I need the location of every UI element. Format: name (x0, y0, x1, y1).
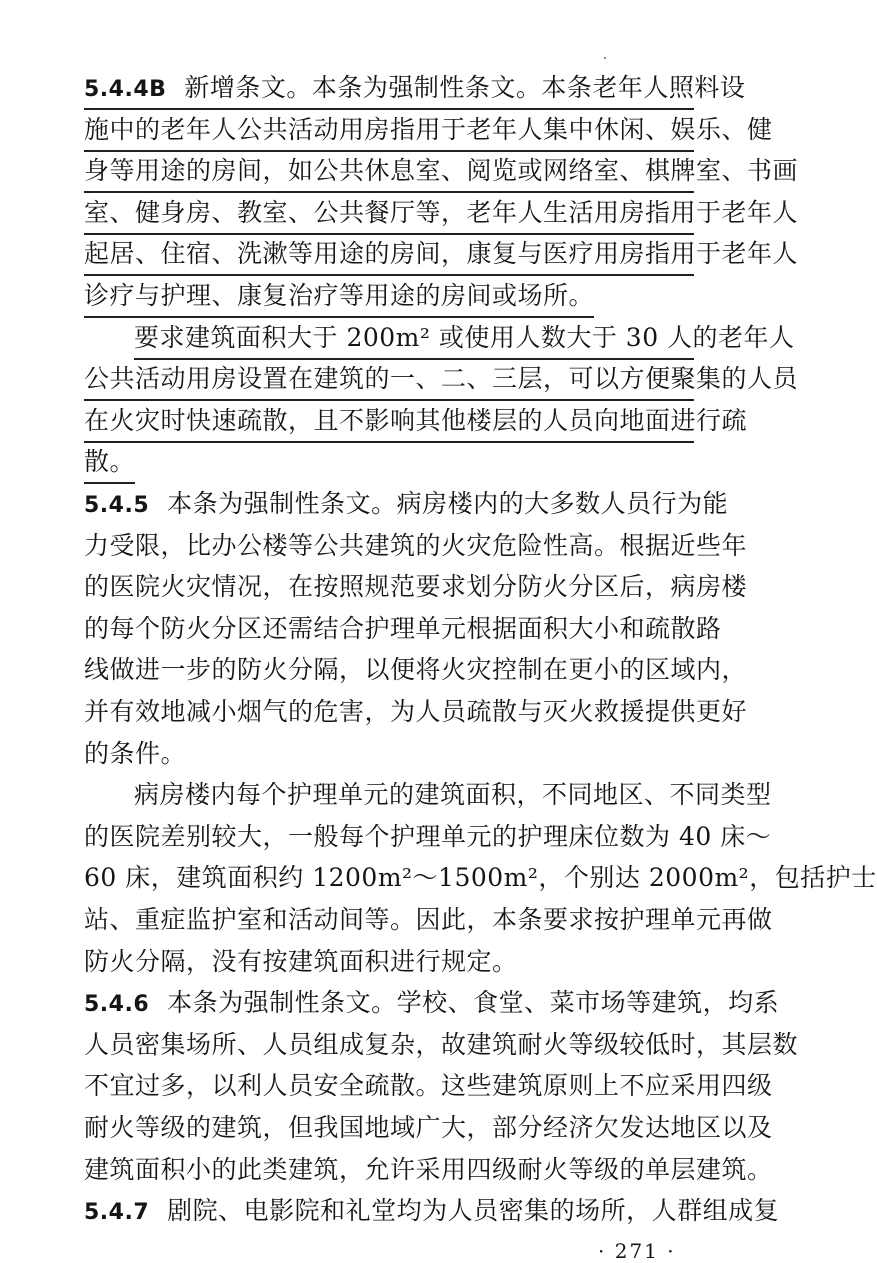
clause-5-4-4b-line-4: 室、健身房、教室、公共餐厅等，老年人生活用房指用于老年人 (84, 193, 694, 235)
clause-5-4-4b-line-1: 5.4.4B 新增条文。本条为强制性条文。本条老年人照料设 (84, 68, 694, 110)
clause-5-4-5-para2-line-4: 站、重症监护室和活动间等。因此，本条要求按护理单元再做 (84, 905, 773, 934)
clause-5-4-5-line-5: 线做进一步的防火分隔，以便将火灾控制在更小的区域内， (84, 655, 748, 685)
clause-5-4-5-para2-line-3: 60 床，建筑面积约 1200m²～1500m²，个别达 2000m²，包括护士 (84, 863, 877, 893)
clause-5-4-5-line-1: 5.4.5 本条为强制性条文。病房楼内的大多数人员行为能 (84, 489, 729, 518)
clause-5-4-4b-para2-line-2: 公共活动用房设置在建筑的一、二、三层，可以方便聚集的人员 (84, 359, 694, 401)
clause-5-4-6-line-1: 5.4.6 本条为强制性条文。学校、食堂、菜市场等建筑，均系 (84, 988, 780, 1018)
clause-number: 5.4.4B (84, 77, 167, 102)
clause-5-4-5-para2-line-1: 病房楼内每个护理单元的建筑面积，不同地区、不同类型 (134, 780, 772, 810)
clause-5-4-6-line-2: 人员密集场所、人员组成复杂，故建筑耐火等级较低时，其层数 (84, 1029, 799, 1059)
clause-5-4-6-line-4: 耐火等级的建筑，但我国地域广大，部分经济欠发达地区以及 (84, 1113, 773, 1142)
clause-5-4-5-para2-line-5: 防火分隔，没有按建筑面积进行规定。 (84, 946, 518, 976)
clause-5-4-5-line-2: 力受限，比办公楼等公共建筑的火灾危险性高。根据近些年 (84, 530, 748, 560)
clause-5-4-5-line-7: 的条件。 (84, 738, 187, 768)
clause-5-4-4b-line-2: 施中的老年人公共活动用房指用于老年人集中休闲、娱乐、健 (84, 110, 694, 152)
clause-number: 5.4.6 (84, 992, 150, 1018)
clause-5-4-6-line-5: 建筑面积小的此类建筑，允许采用四级耐火等级的单层建筑。 (84, 1154, 773, 1184)
clause-number: 5.4.7 (84, 1200, 150, 1226)
clause-5-4-4b-para2-line-1: 要求建筑面积大于 200m² 或使用人数大于 30 人的老年人 (134, 318, 694, 360)
clause-5-4-4b-para2-line-4: 散。 (84, 442, 135, 484)
scan-speck (604, 57, 606, 59)
clause-5-4-5-para2-line-2: 的医院差别较大，一般每个护理单元的护理床位数为 40 床～ (84, 821, 772, 851)
clause-5-4-7-line-1: 5.4.7 剧院、电影院和礼堂均为人员密集的场所，人群组成复 (84, 1196, 780, 1226)
clause-5-4-6-line-3: 不宜过多，以利人员安全疏散。这些建筑原则上不应采用四级 (84, 1071, 773, 1101)
clause-5-4-4b-line-3: 身等用途的房间，如公共休息室、阅览或网络室、棋牌室、书画 (84, 151, 694, 193)
clause-5-4-5-line-3: 的医院火灾情况，在按照规范要求划分防火分区后，病房楼 (84, 572, 748, 602)
clause-5-4-4b-line-6: 诊疗与护理、康复治疗等用途的房间或场所。 (84, 276, 594, 318)
clause-number: 5.4.5 (84, 493, 150, 518)
clause-5-4-5-line-6: 并有效地减小烟气的危害，为人员疏散与灭火救援提供更好 (84, 697, 748, 726)
clause-5-4-5-line-4: 的每个防火分区还需结合护理单元根据面积大小和疏散路 (84, 613, 722, 643)
clause-5-4-4b-para2-line-3: 在火灾时快速疏散，且不影响其他楼层的人员向地面进行疏 (84, 401, 694, 443)
page-number: · 271 · (598, 1238, 676, 1263)
clause-5-4-4b-line-5: 起居、住宿、洗漱等用途的房间，康复与医疗用房指用于老年人 (84, 234, 694, 276)
